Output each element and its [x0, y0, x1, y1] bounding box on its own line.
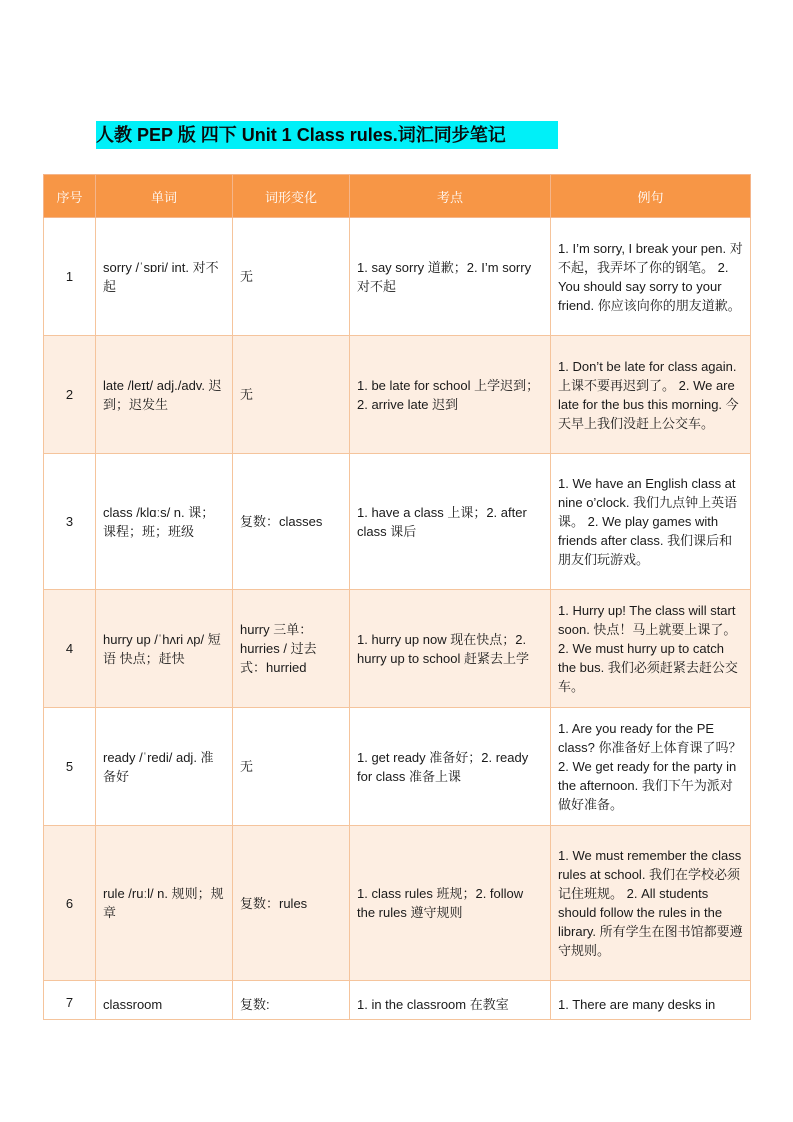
- table-row: [44, 336, 751, 454]
- row-number: 6: [44, 826, 96, 981]
- table-row: [44, 826, 751, 981]
- row-key-points: 1. have a class 上课；2. after class 课后: [350, 454, 551, 590]
- header-word-forms: 词形变化: [233, 175, 350, 218]
- row-word-forms: 复数:: [233, 981, 350, 1020]
- row-word: hurry up /ˈhʌri ʌp/ 短语 快点；赶快: [96, 590, 233, 708]
- row-word-forms: hurry 三单：hurries / 过去式：hurried: [233, 590, 350, 708]
- row-examples: 1. I’m sorry, I break your pen. 对不起，我弄坏了你的钢笔。 2. You should say sorry to your friend. 你应该向你的朋友道歉。: [551, 218, 751, 336]
- row-examples: 1. Are you ready for the PE class? 你准备好上体育课了吗？ 2. We get ready for the party in the afternoon. 我们下午为派对做好准备。: [551, 708, 751, 826]
- row-word: late /leɪt/ adj./adv. 迟到；迟发生: [96, 336, 233, 454]
- row-word-forms: 无: [233, 336, 350, 454]
- row-number: 7: [44, 981, 96, 1020]
- row-key-points: 1. hurry up now 现在快点；2. hurry up to school 赶紧去上学: [350, 590, 551, 708]
- row-number: 2: [44, 336, 96, 454]
- page-title: 人教 PEP 版 四下 Unit 1 Class rules.词汇同步笔记: [96, 121, 558, 149]
- row-word-forms: 无: [233, 708, 350, 826]
- row-examples: 1. We have an English class at nine o’clock. 我们九点钟上英语课。 2. We play games with friends after class. 我们课后和朋友们玩游戏。: [551, 454, 751, 590]
- vocabulary-table: [43, 174, 751, 1020]
- row-examples: 1. Hurry up! The class will start soon. 快点！马上就要上课了。 2. We must hurry up to catch the bus. 我们必须赶紧去赶公交车。: [551, 590, 751, 708]
- header-example-sentences: 例句: [551, 175, 751, 218]
- row-word-forms: 无: [233, 218, 350, 336]
- row-word: ready /ˈredi/ adj. 准备好: [96, 708, 233, 826]
- table-row: [44, 590, 751, 708]
- row-number: 4: [44, 590, 96, 708]
- row-number: 1: [44, 218, 96, 336]
- row-word: sorry /ˈsɒri/ int. 对不起: [96, 218, 233, 336]
- row-word-forms: 复数：rules: [233, 826, 350, 981]
- row-word-forms: 复数：classes: [233, 454, 350, 590]
- row-key-points: 1. class rules 班规；2. follow the rules 遵守规则: [350, 826, 551, 981]
- table-row: [44, 454, 751, 590]
- table-row: [44, 981, 751, 1020]
- row-number: 5: [44, 708, 96, 826]
- table-row: [44, 708, 751, 826]
- row-examples: 1. Don’t be late for class again. 上课不要再迟到了。 2. We are late for the bus this morning. 今天早上我们没赶上公交车。: [551, 336, 751, 454]
- row-examples: 1. We must remember the class rules at school. 我们在学校必须记住班规。 2. All students should follow the rules in the library. 所有学生在图书馆都要遵守规则。: [551, 826, 751, 981]
- row-key-points: 1. in the classroom 在教室: [350, 981, 551, 1020]
- table-row: [44, 218, 751, 336]
- row-number: 3: [44, 454, 96, 590]
- row-key-points: 1. get ready 准备好；2. ready for class 准备上课: [350, 708, 551, 826]
- header-number: 序号: [44, 175, 96, 218]
- row-key-points: 1. be late for school 上学迟到；2. arrive late 迟到: [350, 336, 551, 454]
- header-word: 单词: [96, 175, 233, 218]
- row-word: rule /ruːl/ n. 规则；规章: [96, 826, 233, 981]
- row-word: class /klɑːs/ n. 课；课程；班；班级: [96, 454, 233, 590]
- row-word: classroom: [96, 981, 233, 1020]
- header-key-points: 考点: [350, 175, 551, 218]
- table-header-row: [44, 175, 751, 218]
- row-examples: 1. There are many desks in: [551, 981, 751, 1020]
- row-key-points: 1. say sorry 道歉；2. I’m sorry 对不起: [350, 218, 551, 336]
